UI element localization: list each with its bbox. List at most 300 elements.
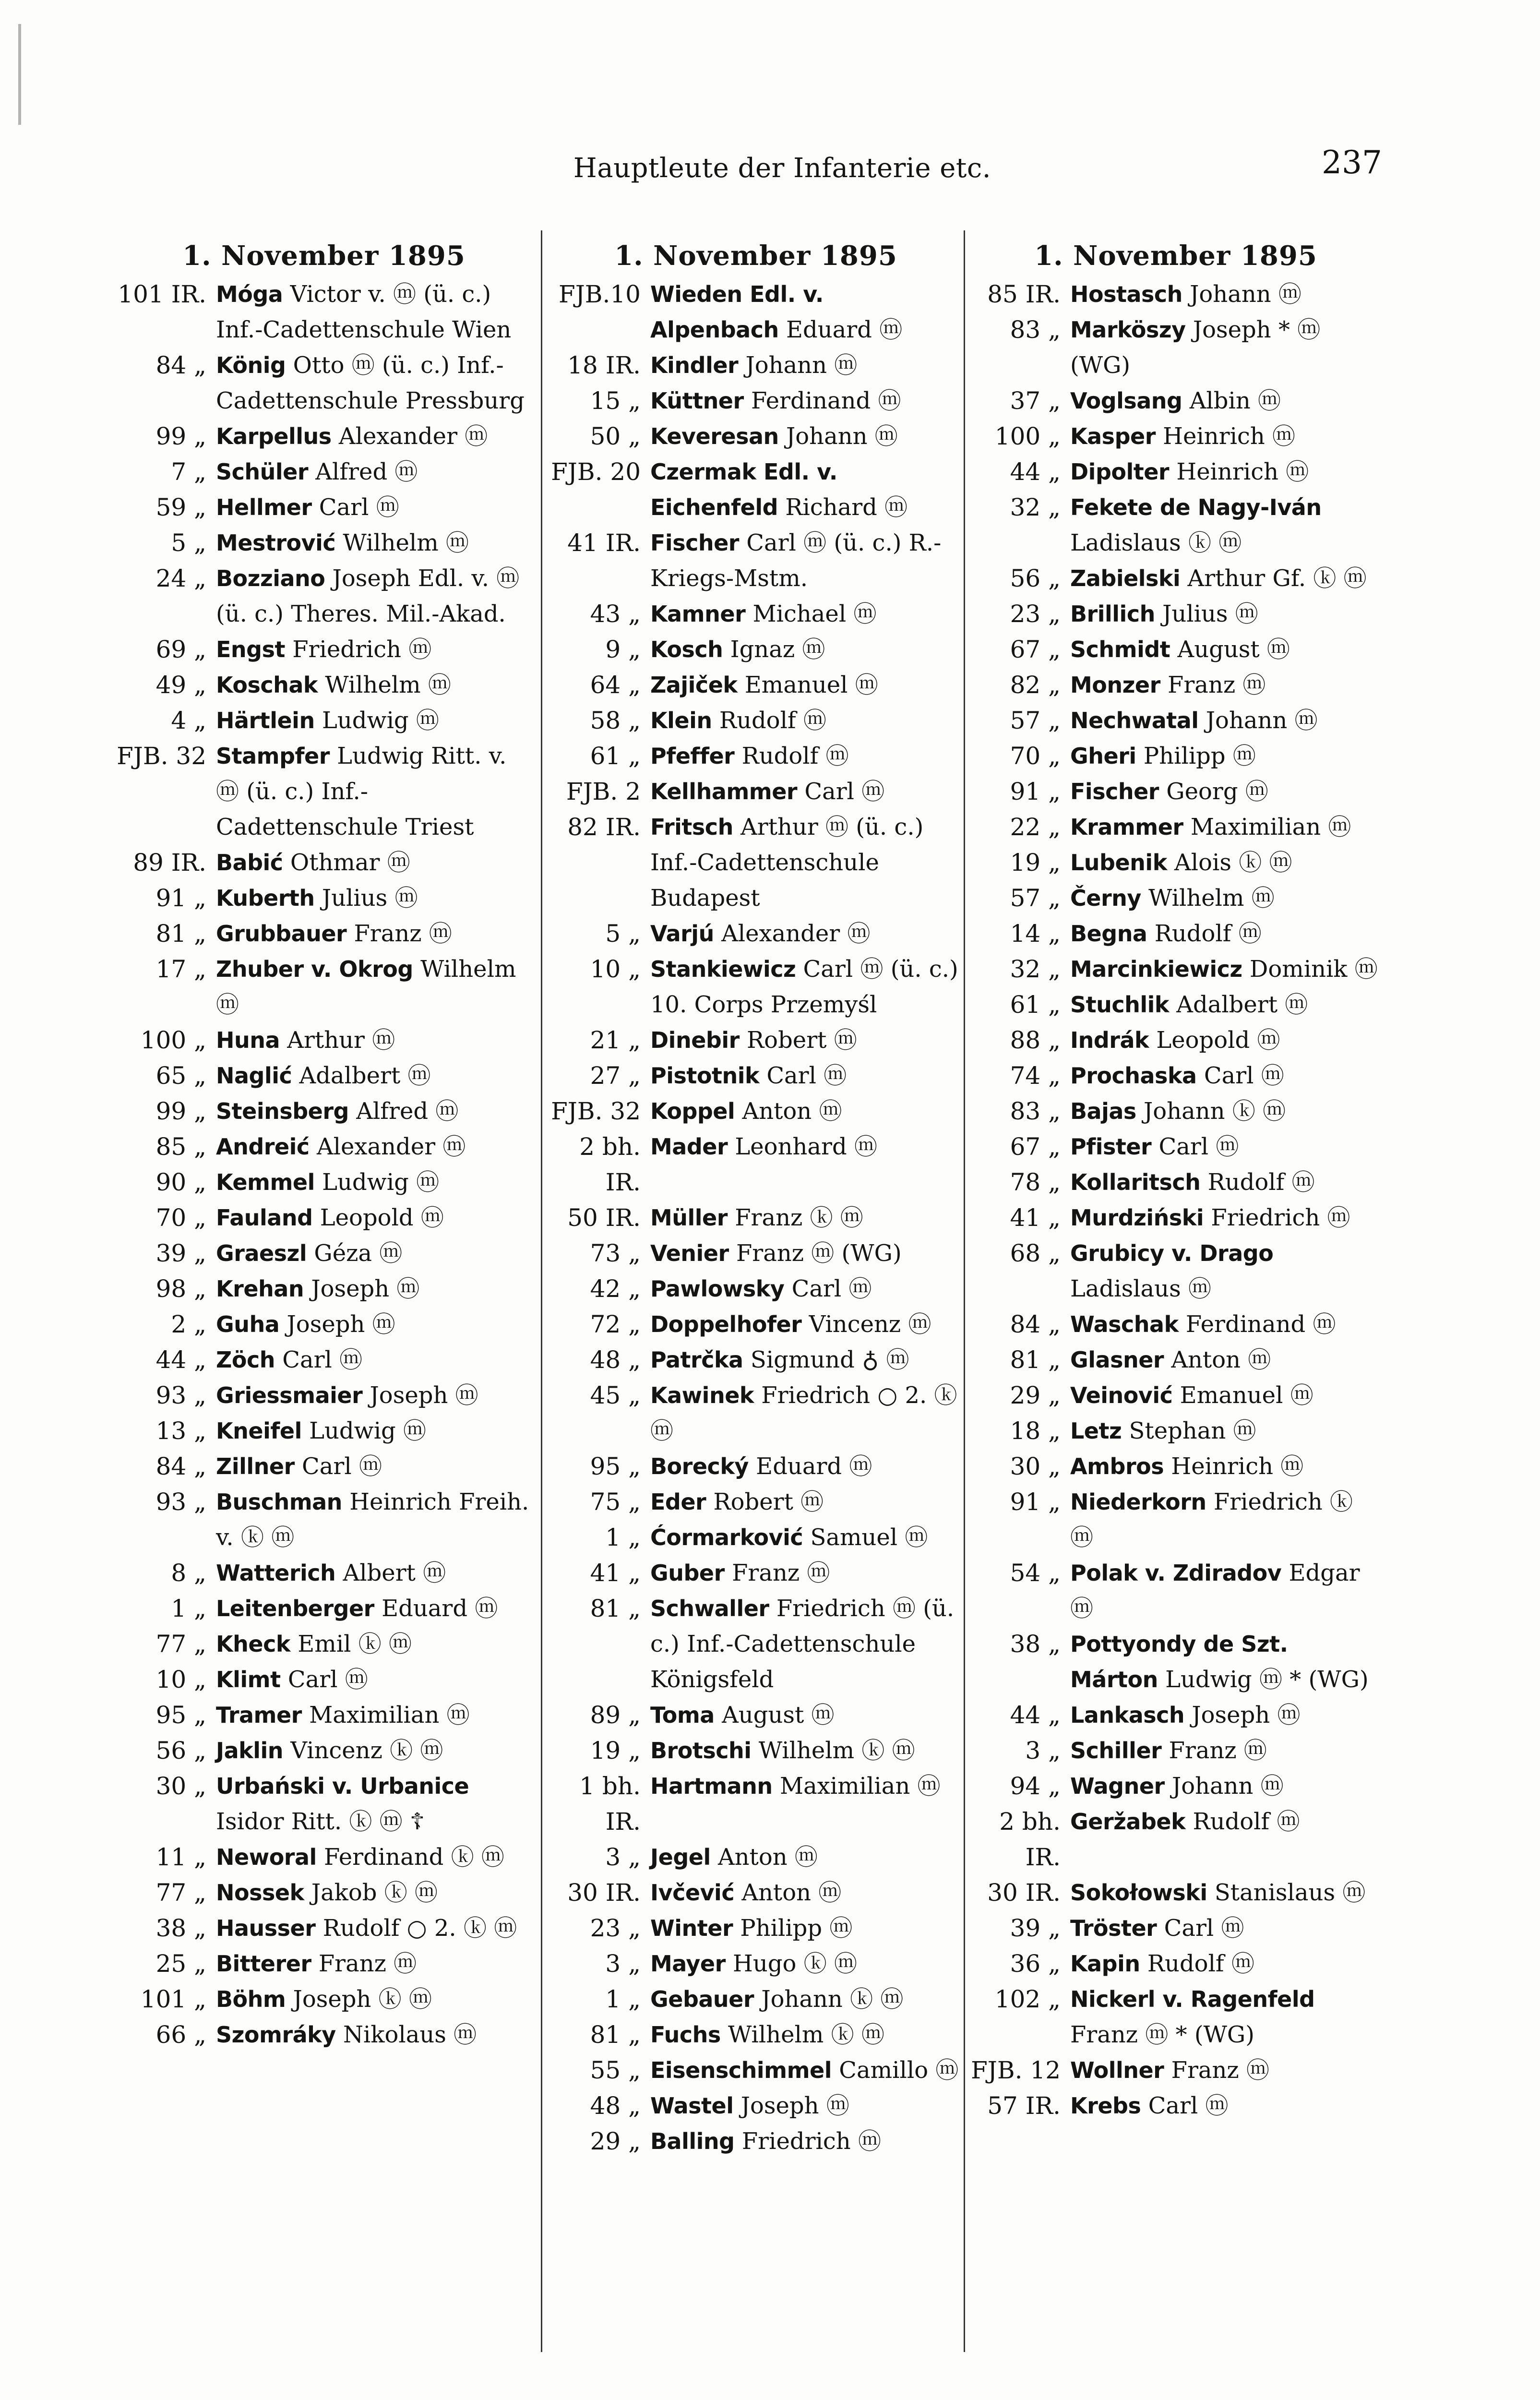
regiment-number: FJB. 2 <box>566 778 641 805</box>
officer-details: Richard ⓜ <box>778 494 908 521</box>
list-item <box>549 1591 962 1697</box>
list-item <box>115 1697 533 1733</box>
regiment-number: 19 „ <box>1010 849 1061 876</box>
list-item <box>969 632 1382 667</box>
officer-details: Jakob ⓚ ⓜ <box>304 1879 438 1906</box>
officer-details: Ludwig ⓜ * (WG) <box>1158 1666 1369 1693</box>
officer-surname: Sokołowski <box>1070 1880 1207 1906</box>
regiment-number: 44 „ <box>155 1346 206 1374</box>
officer-entry <box>216 1875 533 1910</box>
officer-details: Carl ⓜ <box>1141 2092 1229 2119</box>
officer-surname: Steinsberg <box>216 1098 349 1124</box>
officer-details: Ferdinand ⓚ ⓜ <box>316 1844 504 1871</box>
officer-surname: Brillich <box>1070 601 1155 627</box>
officer-entry <box>650 916 962 951</box>
officer-details: Friedrich ⓜ <box>285 636 432 663</box>
officer-details: Maximilian ⓜ <box>301 1702 470 1728</box>
officer-details: Franz ⓜ (WG) <box>728 1240 902 1267</box>
list-item <box>969 987 1382 1022</box>
regiment-number: 68 „ <box>1010 1239 1061 1267</box>
officer-surname: Koschak <box>216 672 318 698</box>
officer-surname: Krebs <box>1070 2093 1141 2119</box>
officer-details: Johann ⓜ <box>738 352 858 379</box>
officer-surname: Krammer <box>1070 814 1183 840</box>
regiment-number: 55 „ <box>590 2056 641 2084</box>
list-item <box>115 1058 533 1093</box>
list-item <box>115 1022 533 1058</box>
list-item <box>549 2088 962 2124</box>
officer-details: Carl ⓜ <box>797 778 885 805</box>
officer-details: Arthur ⓜ (ü. c.) Inf.-Cadettenschule Budapest <box>650 814 924 912</box>
officer-entry <box>650 1342 962 1378</box>
officer-entry <box>1070 774 1382 809</box>
regiment-number: 81 „ <box>590 2021 641 2049</box>
regiment-number: 19 „ <box>590 1737 641 1764</box>
column-heading: 1. November 1895 <box>614 240 897 272</box>
list-item <box>549 1839 962 1875</box>
list-item <box>549 1022 962 1058</box>
officer-entry <box>650 1875 962 1910</box>
regiment-number: 69 „ <box>155 636 206 663</box>
officer-surname: Stampfer <box>216 743 330 769</box>
officer-surname: Wollner <box>1070 2057 1164 2083</box>
regiment-number: 75 „ <box>590 1488 641 1516</box>
officer-details: Ladislaus ⓚ ⓜ <box>1070 529 1242 556</box>
list-item <box>115 1129 533 1164</box>
officer-surname: Bitterer <box>216 1951 311 1977</box>
officer-surname: Glasner <box>1070 1347 1164 1373</box>
regiment-number: 29 „ <box>590 2127 641 2155</box>
regiment-number: 90 „ <box>155 1168 206 1196</box>
list-item <box>549 1484 962 1520</box>
list-item <box>549 2052 962 2088</box>
officer-entry <box>1070 1555 1382 1626</box>
officer-details: Vincenz ⓚ ⓜ <box>283 1737 443 1764</box>
officer-entry <box>1070 1058 1382 1093</box>
list-item <box>969 1342 1382 1378</box>
officer-details: Carl ⓜ <box>1196 1062 1284 1089</box>
officer-details: Géza ⓜ <box>307 1240 403 1267</box>
officer-entry <box>1070 1342 1382 1378</box>
officer-entry <box>216 1129 533 1164</box>
officer-surname: Pistotnik <box>650 1063 760 1089</box>
regiment-number: 41 „ <box>590 1559 641 1587</box>
officer-entry <box>1070 383 1382 419</box>
officer-surname: Hausser <box>216 1915 316 1941</box>
officer-surname: Szomráky <box>216 2022 336 2048</box>
officer-details: Alexander ⓜ <box>714 920 871 947</box>
officer-entry <box>1070 845 1382 880</box>
officer-surname: Polak v. Zdiradov <box>1070 1560 1282 1586</box>
officer-surname: Kosch <box>650 636 723 662</box>
officer-entry <box>216 1413 533 1449</box>
officer-entry <box>216 1236 533 1271</box>
list-item <box>115 703 533 738</box>
officer-surname: Letz <box>1070 1418 1122 1444</box>
list-item <box>115 1733 533 1768</box>
officer-details: Ludwig ⓜ <box>314 707 439 734</box>
officer-entry <box>1070 1307 1382 1342</box>
list-item <box>115 1236 533 1271</box>
regiment-number: FJB. 12 <box>971 2056 1061 2084</box>
regiment-number: 5 „ <box>171 529 206 557</box>
officer-details: Stanislaus ⓜ <box>1207 1879 1366 1906</box>
officer-surname: Bozziano <box>216 565 325 591</box>
list-item <box>969 1981 1382 2052</box>
officer-surname: Venier <box>650 1240 729 1266</box>
regiment-number: 13 „ <box>155 1417 206 1445</box>
regiment-number: 84 „ <box>155 351 206 379</box>
entry-list <box>969 276 1382 2124</box>
list-item <box>969 2052 1382 2088</box>
officer-entry <box>216 1555 533 1591</box>
list-item <box>549 348 962 383</box>
list-item <box>549 1981 962 2017</box>
list-item <box>969 1307 1382 1342</box>
officer-surname: Hartmann <box>650 1773 773 1799</box>
regiment-number: 38 „ <box>155 1914 206 1942</box>
list-item <box>969 490 1382 561</box>
officer-details: Carl ⓜ (ü. c.) R.-Kriegs-Mstm. <box>650 529 942 592</box>
officer-details: Franz ⓚ ⓜ <box>727 1204 863 1231</box>
officer-surname: Naglić <box>216 1063 292 1089</box>
officer-entry <box>650 2124 962 2159</box>
officer-details: Julius ⓜ <box>1155 600 1258 627</box>
regiment-number: 70 „ <box>155 1204 206 1232</box>
officer-entry <box>216 276 533 348</box>
officer-surname: Stuchlik <box>1070 992 1170 1018</box>
officer-surname: Krehan <box>216 1276 304 1302</box>
regiment-number: 61 „ <box>590 742 641 770</box>
regiment-number: 23 „ <box>590 1914 641 1942</box>
officer-surname: Küttner <box>650 388 744 414</box>
regiment-number: 45 „ <box>590 1381 641 1409</box>
list-item <box>549 1307 962 1342</box>
officer-details: Ladislaus ⓜ <box>1070 1275 1211 1302</box>
list-item <box>549 1733 962 1768</box>
officer-details: Franz ⓜ <box>346 920 452 947</box>
officer-surname: Kheck <box>216 1631 290 1657</box>
officer-details: Leopold ⓜ <box>312 1204 444 1231</box>
officer-surname: Czermak Edl. v. Eichenfeld <box>650 459 837 520</box>
regiment-number: FJB. 32 <box>117 742 206 770</box>
officer-entry <box>650 2088 962 2124</box>
list-item <box>115 1555 533 1591</box>
regiment-number: FJB. 20 <box>551 458 641 486</box>
regiment-number: 61 „ <box>1010 991 1061 1019</box>
list-item <box>115 454 533 490</box>
officer-details: Joseph ⓜ <box>733 2092 849 2119</box>
list-item <box>549 951 962 1022</box>
officer-details: Albert ⓜ <box>335 1560 446 1586</box>
regiment-number: 101 IR. <box>118 280 206 308</box>
officer-details: Carl ⓜ <box>275 1346 363 1373</box>
officer-surname: Guha <box>216 1311 280 1337</box>
officer-entry <box>1070 312 1382 383</box>
list-item <box>549 667 962 703</box>
list-item <box>969 1022 1382 1058</box>
regiment-number: 43 „ <box>590 600 641 628</box>
officer-entry <box>1070 1875 1382 1910</box>
officer-surname: Indrák <box>1070 1027 1149 1053</box>
officer-details: Johann ⓜ <box>778 423 898 450</box>
officer-entry <box>216 703 533 738</box>
officer-surname: Bajas <box>1070 1098 1136 1124</box>
list-item <box>969 774 1382 809</box>
regiment-number: 85 IR. <box>987 280 1061 308</box>
officer-surname: Varjú <box>650 921 714 947</box>
officer-surname: Jaklin <box>216 1738 284 1764</box>
regiment-number: 1 „ <box>605 1985 641 2013</box>
officer-details: Carl ⓜ <box>280 1666 368 1693</box>
officer-entry <box>650 1236 962 1271</box>
officer-entry <box>1070 596 1382 632</box>
list-item <box>115 1271 533 1307</box>
regiment-number: 64 „ <box>590 671 641 699</box>
officer-entry <box>1070 276 1382 312</box>
officer-surname: Fischer <box>1070 779 1159 804</box>
officer-entry <box>650 1200 962 1236</box>
officer-entry <box>650 1733 962 1768</box>
list-item <box>969 845 1382 880</box>
officer-surname: Fritsch <box>650 814 733 840</box>
officer-surname: Ambros <box>1070 1453 1164 1479</box>
officer-entry <box>216 1200 533 1236</box>
list-item <box>549 1875 962 1910</box>
officer-surname: Lubenik <box>1070 850 1167 876</box>
list-item <box>549 419 962 454</box>
list-item <box>549 1200 962 1236</box>
officer-entry <box>650 1697 962 1733</box>
officer-surname: Pfister <box>1070 1134 1152 1160</box>
officer-details: Dominik ⓜ <box>1242 956 1378 983</box>
officer-details: Carl ⓜ <box>1151 1133 1239 1160</box>
regiment-number: 9 „ <box>605 636 641 663</box>
officer-surname: Buschman <box>216 1489 342 1515</box>
officer-entry <box>216 1307 533 1342</box>
officer-details: Georg ⓜ <box>1158 778 1268 805</box>
officer-surname: Koppel <box>650 1098 735 1124</box>
officer-surname: Karpellus <box>216 423 332 449</box>
officer-surname: Andreić <box>216 1134 310 1160</box>
officer-entry <box>216 2017 533 2052</box>
list-item <box>549 1555 962 1591</box>
regiment-number: 21 „ <box>590 1026 641 1054</box>
regiment-number: 10 „ <box>155 1666 206 1693</box>
officer-surname: Dipolter <box>1070 459 1170 485</box>
officer-surname: Marköszy <box>1070 317 1186 343</box>
regiment-number: 81 „ <box>590 1595 641 1622</box>
regiment-number: 95 „ <box>155 1701 206 1729</box>
regiment-number: 30 IR. <box>567 1879 641 1907</box>
regiment-number: 30 „ <box>1010 1452 1061 1480</box>
list-item <box>115 348 533 419</box>
regiment-number: 83 „ <box>1010 316 1061 344</box>
officer-surname: Fauland <box>216 1205 313 1231</box>
officer-surname: Kuberth <box>216 885 315 911</box>
officer-entry <box>650 951 962 1022</box>
officer-surname: Klein <box>650 708 712 733</box>
regiment-number: 67 „ <box>1010 1133 1061 1161</box>
regiment-number: 3 „ <box>605 1843 641 1871</box>
list-item <box>549 632 962 667</box>
officer-entry <box>1070 1946 1382 1981</box>
officer-entry <box>1070 916 1382 951</box>
officer-details: Wilhelm ⓜ <box>216 956 516 1018</box>
regiment-number: 50 IR. <box>567 1204 641 1232</box>
officer-surname: Waschak <box>1070 1311 1179 1337</box>
list-item <box>115 1662 533 1697</box>
officer-details: Adalbert ⓜ <box>292 1062 431 1089</box>
officer-details: Arthur Gf. ⓚ ⓜ <box>1180 565 1367 592</box>
list-item <box>549 1449 962 1484</box>
list-item <box>969 276 1382 312</box>
list-item <box>549 1342 962 1378</box>
officer-surname: Wieden Edl. v. Alpenbach <box>650 281 824 343</box>
regiment-number: 93 „ <box>155 1381 206 1409</box>
officer-surname: Kneifel <box>216 1418 302 1444</box>
officer-surname: Hellmer <box>216 494 312 520</box>
list-item <box>549 1271 962 1307</box>
officer-details: Victor v. ⓜ (ü. c.) Inf.-Cadettenschule Wien <box>216 281 512 343</box>
officer-details: Anton ⓜ <box>1164 1346 1271 1373</box>
officer-entry <box>1070 809 1382 845</box>
list-item <box>115 1413 533 1449</box>
officer-details: Friedrich ⓜ (ü. c.) Inf.-Cadettenschule Königsfeld <box>650 1595 955 1693</box>
regiment-number: 2 bh. IR. <box>999 1808 1061 1871</box>
officer-details: Heinrich Freih. v. ⓚ ⓜ <box>216 1488 529 1551</box>
list-item <box>969 1875 1382 1910</box>
officer-surname: Zabielski <box>1070 565 1181 591</box>
officer-details: Johann ⓚ ⓜ <box>1136 1098 1286 1125</box>
regiment-number: 30 „ <box>155 1772 206 1800</box>
officer-surname: Brotschi <box>650 1738 752 1764</box>
officer-details: Albin ⓜ <box>1182 387 1281 414</box>
regiment-number: 8 „ <box>171 1559 206 1587</box>
page-edge-mark <box>18 24 21 125</box>
list-item <box>969 561 1382 596</box>
regiment-number: 101 „ <box>140 1985 206 2013</box>
officer-entry <box>216 419 533 454</box>
list-item <box>115 276 533 348</box>
officer-details: Anton ⓜ <box>710 1844 818 1871</box>
list-item <box>115 951 533 1022</box>
officer-entry <box>650 454 962 525</box>
list-item <box>969 1164 1382 1200</box>
officer-details: Maximilian ⓜ <box>1183 814 1351 840</box>
officer-surname: Monzer <box>1070 672 1160 698</box>
list-item <box>549 809 962 916</box>
officer-details: Isidor Ritt. ⓚ ⓜ ☦ <box>216 1808 425 1835</box>
officer-entry <box>216 1591 533 1626</box>
officer-surname: Zillner <box>216 1453 295 1479</box>
officer-details: Friedrich ⓜ <box>1204 1204 1350 1231</box>
list-item <box>549 916 962 951</box>
officer-entry <box>216 1910 533 1946</box>
officer-details: Robert ⓜ <box>706 1488 824 1515</box>
list-item <box>549 525 962 596</box>
officer-surname: Hostasch <box>1070 281 1182 307</box>
officer-entry <box>1070 1378 1382 1413</box>
regiment-number: 42 „ <box>590 1275 641 1303</box>
list-item <box>115 738 533 845</box>
officer-details: Joseph ⓜ <box>362 1382 478 1409</box>
officer-entry <box>650 1946 962 1981</box>
list-item <box>549 1378 962 1449</box>
regiment-number: 3 „ <box>1025 1737 1061 1764</box>
officer-entry <box>1070 1413 1382 1449</box>
officer-surname: Jegel <box>650 1844 711 1870</box>
officer-surname: Gebauer <box>650 1986 754 2012</box>
list-item <box>549 1236 962 1271</box>
officer-surname: Grubicy v. Drago <box>1070 1240 1274 1266</box>
officer-surname: Ćormarković <box>650 1524 803 1550</box>
officer-surname: Winter <box>650 1915 733 1941</box>
officer-entry <box>1070 490 1382 561</box>
officer-entry <box>216 1378 533 1413</box>
regiment-number: 100 „ <box>140 1026 206 1054</box>
regiment-number: FJB. 32 <box>551 1097 641 1125</box>
officer-details: Joseph * ⓜ (WG) <box>1070 316 1321 379</box>
regiment-number: 38 „ <box>1010 1630 1061 1658</box>
officer-details: Alexander ⓜ <box>331 423 488 450</box>
officer-details: Joseph ⓜ <box>279 1311 395 1338</box>
officer-surname: Kindler <box>650 352 739 378</box>
officer-surname: Begna <box>1070 921 1147 947</box>
officer-surname: Fuchs <box>650 2022 721 2048</box>
list-item <box>115 667 533 703</box>
list-item <box>969 1093 1382 1129</box>
list-item <box>115 525 533 561</box>
list-item <box>549 1058 962 1093</box>
regiment-number: 1 „ <box>605 1524 641 1551</box>
officer-surname: König <box>216 352 286 378</box>
regiment-number: 67 „ <box>1010 636 1061 663</box>
officer-details: Nikolaus ⓜ <box>335 2021 477 2048</box>
officer-surname: Engst <box>216 636 285 662</box>
officer-entry <box>216 1626 533 1662</box>
officer-entry <box>216 1946 533 1981</box>
regiment-number: 100 „ <box>994 422 1061 450</box>
regiment-number: 30 IR. <box>987 1879 1061 1907</box>
officer-surname: Toma <box>650 1702 715 1728</box>
list-item <box>969 1058 1382 1093</box>
officer-surname: Tröster <box>1070 1915 1157 1941</box>
officer-surname: Borecký <box>650 1453 749 1479</box>
officer-details: Wilhelm ⓚ ⓜ <box>720 2021 884 2048</box>
officer-entry <box>1070 987 1382 1022</box>
regiment-number: 36 „ <box>1010 1950 1061 1978</box>
officer-details: Michael ⓜ <box>745 600 877 627</box>
regiment-number: 84 „ <box>1010 1310 1061 1338</box>
regiment-number: 98 „ <box>155 1275 206 1303</box>
officer-details: Wilhelm ⓚ ⓜ <box>751 1737 915 1764</box>
list-item <box>549 1093 962 1129</box>
officer-details: Friedrich ⓜ <box>734 2128 881 2155</box>
list-item <box>549 1768 962 1839</box>
regiment-number: 49 „ <box>155 671 206 699</box>
officer-entry <box>1070 454 1382 490</box>
officer-details: Edgar ⓜ <box>1070 1560 1360 1622</box>
officer-details: Philipp ⓜ <box>1136 743 1256 769</box>
regiment-number: 5 „ <box>605 920 641 948</box>
officer-entry <box>216 1342 533 1378</box>
regiment-number: 56 „ <box>1010 564 1061 592</box>
list-item <box>115 1981 533 2017</box>
officer-entry <box>216 1271 533 1307</box>
officer-surname: Murdziński <box>1070 1205 1204 1231</box>
regiment-number: FJB.10 <box>559 280 641 308</box>
